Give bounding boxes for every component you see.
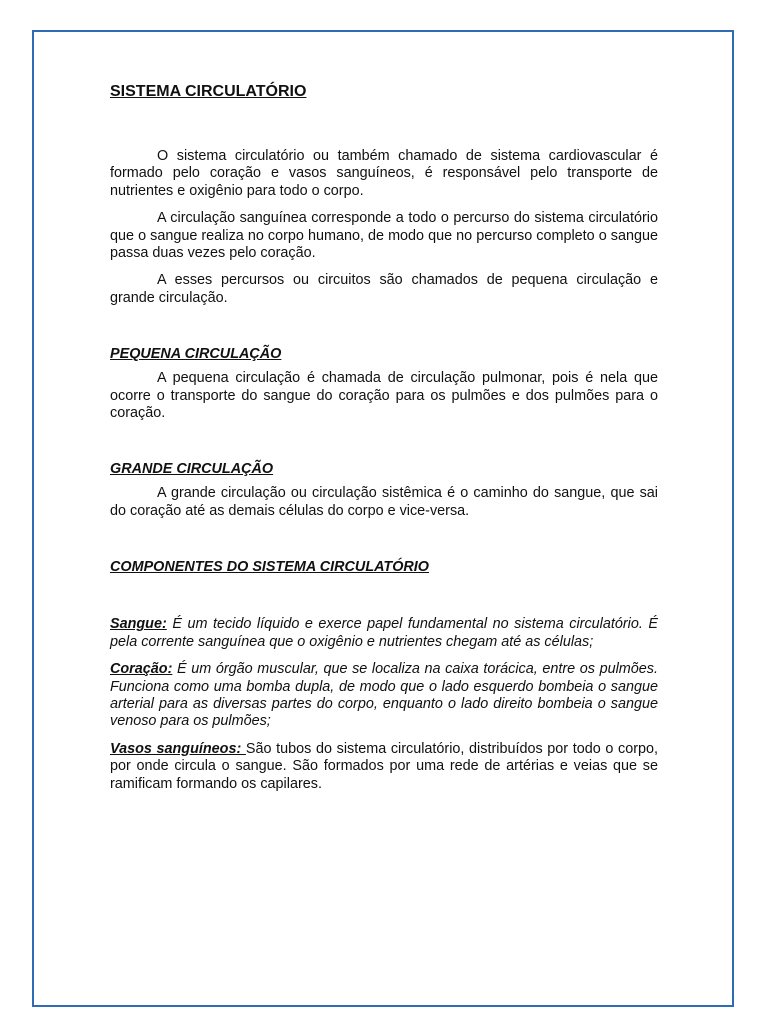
vasos-description: São tubos do sistema circulatório, distribuídos por todo o corpo, por onde circula o sangue. São formados por uma rede de artérias e veias que se ramificam formando os capilares.	[110, 740, 658, 792]
grande-circulacao-text: A grande circulação ou circulação sistêmica é o caminho do sangue, que sai do coração até as demais células do corpo e vice-versa.	[110, 485, 658, 519]
sangue-description: É um tecido líquido e exerce papel fundamental no sistema circulatório. É pela corrente sanguínea que o oxigênio e nutrientes chegam até as células;	[110, 616, 658, 650]
coracao-description: É um órgão muscular, que se localiza na caixa torácica, entre os pulmões. Funciona como uma bomba dupla, de modo que o lado esquerdo bombeia o sangue arterial para as diversas partes do corpo, enquanto o lado direito bombeia o sangue venoso para os pulmões;	[110, 661, 658, 730]
intro-paragraph-1: O sistema circulatório ou também chamado de sistema cardiovascular é formado pelo coração e vasos sanguíneos, é responsável pelo transporte de nutrientes e oxigênio para todo o corpo.	[110, 148, 658, 199]
coracao-term: Coração:	[110, 661, 173, 678]
grande-circulacao-heading: GRANDE CIRCULAÇÃO	[110, 461, 274, 478]
pequena-circulacao-heading: PEQUENA CIRCULAÇÃO	[110, 346, 282, 363]
componentes-heading: COMPONENTES DO SISTEMA CIRCULATÓRIO	[110, 559, 429, 576]
document-body	[110, 82, 658, 793]
coracao-item	[110, 661, 658, 731]
document-title: SISTEMA CIRCULATÓRIO	[110, 83, 307, 100]
sangue-term: Sangue:	[110, 616, 167, 633]
intro-paragraph-3: A esses percursos ou circuitos são chamados de pequena circulação e grande circulação.	[110, 272, 658, 306]
vasos-item	[110, 741, 658, 793]
pequena-circulacao-text: A pequena circulação é chamada de circulação pulmonar, pois é nela que ocorre o transporte do sangue do coração para os pulmões e dos pulmões para o coração.	[110, 370, 658, 422]
vasos-term: Vasos sanguíneos:	[110, 740, 246, 757]
intro-paragraph-2: A circulação sanguínea corresponde a todo o percurso do sistema circulatório que o sangue realiza no corpo humano, de modo que no percurso completo o sangue passa duas vezes pelo coração.	[110, 210, 658, 262]
sangue-item	[110, 616, 658, 651]
